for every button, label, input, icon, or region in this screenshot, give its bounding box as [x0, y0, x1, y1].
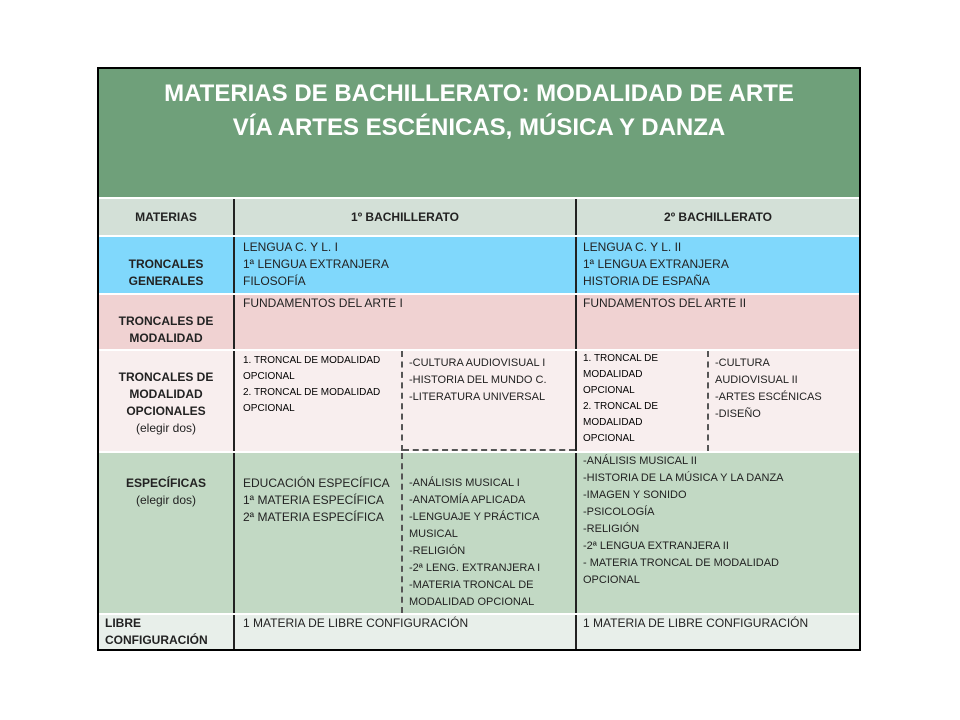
title-line-2: VÍA ARTES ESCÉNICAS, MÚSICA Y DANZA — [232, 114, 726, 141]
subject-item: 1. TRONCAL DE — [583, 353, 659, 364]
subject-item: FILOSOFÍA — [243, 274, 306, 288]
subject-item: 1 MATERIA DE LIBRE CONFIGURACIÓN — [583, 616, 809, 630]
label-line: LIBRE — [105, 616, 141, 630]
troncales-generales-year-2 — [575, 237, 859, 293]
subject-item: - MATERIA TRONCAL DE MODALIDAD — [583, 557, 779, 569]
subject-item: 2ª MATERIA ESPECÍFICA — [243, 510, 384, 524]
subject-item: -RELIGIÓN — [583, 523, 640, 535]
subject-item: OPCIONAL — [583, 433, 635, 444]
label-line: CONFIGURACIÓN — [105, 633, 208, 647]
subject-item: EDUCACIÓN ESPECÍFICA — [243, 476, 390, 490]
subject-item: OPCIONAL — [583, 385, 635, 396]
row-troncales-generales — [99, 237, 859, 295]
subject-item: MODALIDAD — [583, 417, 643, 428]
subject-item: -DISEÑO — [715, 408, 761, 420]
subject-item: -ANÁLISIS MUSICAL I — [409, 477, 520, 489]
subject-item: -HISTORIA DEL MUNDO C. — [409, 374, 547, 386]
subjects-table — [97, 67, 861, 651]
subject-item: 1. TRONCAL DE MODALIDAD — [243, 355, 381, 366]
label-libre-configuracion — [99, 615, 233, 649]
row-opcionales — [99, 351, 859, 453]
subject-item: -ANATOMÍA APLICADA — [409, 494, 526, 506]
libre-year-2 — [575, 615, 859, 649]
subject-item: 2. TRONCAL DE MODALIDAD — [243, 387, 381, 398]
label-line: TRONCALES DE — [118, 370, 214, 384]
row-especificas — [99, 453, 859, 615]
subject-item: 2. TRONCAL DE — [583, 401, 659, 412]
troncales-generales-year-1 — [233, 237, 575, 293]
label-line: MODALIDAD — [129, 387, 203, 401]
subject-item: LENGUA C. Y L. II — [583, 240, 682, 254]
subject-item: -2ª LENGUA EXTRANJERA II — [583, 540, 729, 552]
troncales-modalidad-year-2 — [575, 295, 859, 349]
subject-item: MODALIDAD OPCIONAL — [409, 596, 535, 608]
opcionales-year-2-slots — [575, 351, 709, 451]
especificas-year-1-slots — [233, 453, 403, 613]
label-line: (elegir dos) — [135, 493, 197, 507]
especificas-year-1-options — [403, 453, 575, 613]
row-libre-configuracion — [99, 615, 859, 649]
subject-item: 1ª LENGUA EXTRANJERA — [243, 257, 389, 271]
title-line-1: MATERIAS DE BACHILLERATO: MODALIDAD DE ARTE — [164, 80, 794, 107]
subject-item: OPCIONAL — [243, 371, 295, 382]
label-line: ESPECÍFICAS — [125, 476, 206, 490]
subject-item: 1 MATERIA DE LIBRE CONFIGURACIÓN — [243, 616, 469, 630]
subject-item: -IMAGEN Y SONIDO — [583, 489, 687, 501]
label-opcionales — [99, 351, 233, 451]
header-materias: MATERIAS — [135, 210, 197, 224]
header-row — [99, 199, 859, 237]
label-line: GENERALES — [128, 274, 204, 288]
subject-item: LENGUA C. Y L. I — [243, 240, 338, 254]
especificas-year-2 — [575, 453, 859, 613]
subject-item: -RELIGIÓN — [409, 545, 466, 557]
subject-item: -LENGUAJE Y PRÁCTICA — [409, 511, 540, 523]
subject-item: MUSICAL — [409, 528, 458, 540]
label-line: TRONCALES — [128, 257, 204, 271]
label-line: (elegir dos) — [135, 421, 197, 435]
troncales-modalidad-year-1 — [233, 295, 575, 349]
label-troncales-generales — [99, 237, 233, 293]
title-block — [99, 69, 859, 199]
subject-item: OPCIONAL — [243, 403, 295, 414]
subject-item: OPCIONAL — [583, 574, 640, 586]
subject-item: -LITERATURA UNIVERSAL — [409, 391, 546, 403]
subject-item: -MATERIA TRONCAL DE — [409, 579, 534, 591]
opcionales-year-2-options — [709, 351, 859, 451]
opcionales-year-1-slots — [233, 351, 403, 451]
subject-item: -ARTES ESCÉNICAS — [715, 391, 822, 403]
row-troncales-modalidad — [99, 295, 859, 351]
label-line: OPCIONALES — [126, 404, 206, 418]
label-line: MODALIDAD — [129, 331, 203, 345]
subject-item: -ANÁLISIS MUSICAL II — [583, 455, 697, 467]
header-year-2: 2º BACHILLERATO — [575, 199, 859, 235]
label-line: TRONCALES DE — [118, 314, 214, 328]
subject-item: -PSICOLOGÍA — [583, 506, 655, 518]
subject-item: FUNDAMENTOS DEL ARTE I — [243, 296, 403, 310]
header-year-1: 1º BACHILLERATO — [233, 199, 575, 235]
label-especificas — [99, 453, 233, 613]
subject-item: 1ª LENGUA EXTRANJERA — [583, 257, 729, 271]
subject-item: FUNDAMENTOS DEL ARTE II — [583, 296, 747, 310]
subject-item: -CULTURA AUDIOVISUAL I — [409, 357, 546, 369]
subject-item: -CULTURA — [715, 357, 770, 369]
subject-item: -2ª LENG. EXTRANJERA I — [409, 562, 541, 574]
subject-item: 1ª MATERIA ESPECÍFICA — [243, 493, 384, 507]
opcionales-year-1-options — [403, 351, 575, 451]
libre-year-1 — [233, 615, 575, 649]
label-troncales-modalidad — [99, 295, 233, 349]
subject-item: MODALIDAD — [583, 369, 643, 380]
subject-item: AUDIOVISUAL II — [715, 374, 798, 386]
subject-item: HISTORIA DE ESPAÑA — [583, 274, 710, 288]
subject-item: -HISTORIA DE LA MÚSICA Y LA DANZA — [583, 472, 784, 484]
